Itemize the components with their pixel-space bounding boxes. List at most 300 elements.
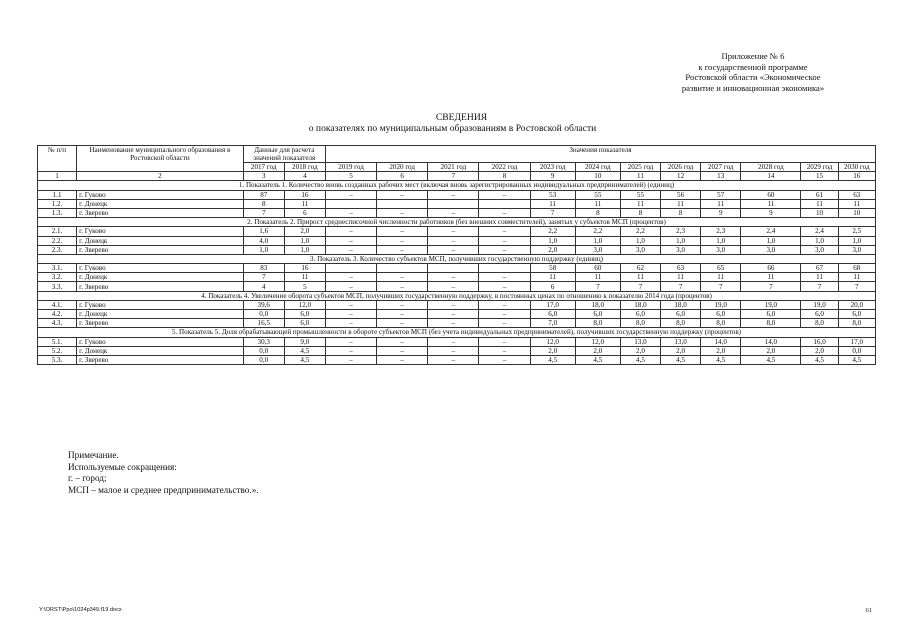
column-number: 14 [741,172,801,181]
value-cell: – [428,236,479,245]
value-cell: 1,6 [243,227,284,236]
value-cell: 2,4 [741,227,801,236]
row-number: 1.3. [38,208,77,217]
value-cell: 2,2 [530,227,575,236]
header-calc: Данные для расчета значений показателя [243,146,325,163]
column-number: 1 [38,172,77,181]
value-cell: – [479,208,530,217]
value-cell: 3,0 [575,245,620,254]
value-cell: – [325,346,376,355]
note-line: Используемые сокращения: [68,461,177,472]
value-cell: – [377,355,428,364]
value-cell: 2,0 [661,346,701,355]
value-cell: 68 [838,264,875,273]
year-header: 2025 год [620,163,660,172]
value-cell: – [428,273,479,282]
municipality-name: г. Донецк [77,346,244,355]
column-number: 11 [620,172,660,181]
value-cell: – [325,236,376,245]
value-cell: 57 [701,190,741,199]
value-cell: 11 [741,199,801,208]
table-row [38,355,876,364]
indicator-title: 2. Показатель 2. Прирост среднесписочной численности работников (без внешних совместителей), занятых у субъектов МСП (процентов) [38,218,876,227]
value-cell: 2,0 [575,346,620,355]
value-cell: 5 [284,282,325,291]
value-cell: 66 [741,264,801,273]
value-cell: 0,0 [243,310,284,319]
table-row [38,319,876,328]
row-number: 4.3. [38,319,77,328]
file-path: Y:\ORST\Ppo\1024p349.f19.docx [39,607,122,613]
value-cell: 2,0 [530,346,575,355]
value-cell: 4,5 [701,355,741,364]
value-cell: 1,0 [838,236,875,245]
value-cell: 7 [838,282,875,291]
value-cell: – [377,300,428,309]
year-header: 2020 год [377,163,428,172]
value-cell: 10 [801,208,838,217]
value-cell: 7 [741,282,801,291]
column-number: 3 [243,172,284,181]
value-cell: 6,0 [801,310,838,319]
value-cell: 9 [741,208,801,217]
value-cell: – [479,273,530,282]
value-cell: 8,0 [801,319,838,328]
value-cell: – [428,282,479,291]
municipality-name: г. Зверево [77,319,244,328]
appendix-line: Ростовской области «Экономическое [685,72,821,83]
document-subtitle: о показателях по муниципальным образованиям в Ростовской области [308,123,597,134]
value-cell: 4,0 [243,236,284,245]
value-cell: 11 [661,273,701,282]
year-header: 2023 год [530,163,575,172]
value-cell: 53 [530,190,575,199]
value-cell: 0,0 [838,346,875,355]
value-cell: 14,0 [701,337,741,346]
value-cell: 11 [530,199,575,208]
value-cell: 11 [575,273,620,282]
value-cell: 1,0 [575,236,620,245]
table-body [38,181,876,365]
value-cell: – [428,310,479,319]
value-cell: 1,0 [801,236,838,245]
value-cell: 65 [701,264,741,273]
value-cell [325,264,376,273]
value-cell: 12,0 [575,337,620,346]
municipality-name: г. Гуково [77,264,244,273]
value-cell: – [377,236,428,245]
value-cell: 3,0 [661,245,701,254]
indicators-table [37,145,876,365]
value-cell: 6,0 [575,310,620,319]
document-title: СВЕДЕНИЯ [435,112,488,123]
value-cell: 11 [661,199,701,208]
table-row [38,300,876,309]
value-cell: – [377,319,428,328]
column-number: 4 [284,172,325,181]
year-header: 2017 год [243,163,284,172]
value-cell [428,199,479,208]
note-line: г. – город; [68,473,107,484]
row-number: 1.1 [38,190,77,199]
value-cell: – [428,319,479,328]
value-cell: 8,0 [838,319,875,328]
value-cell: 18,0 [575,300,620,309]
column-number: 10 [575,172,620,181]
municipality-name: г. Гуково [77,227,244,236]
value-cell: 13,0 [620,337,660,346]
value-cell: 2,0 [801,346,838,355]
value-cell: 11 [575,199,620,208]
value-cell: – [325,190,376,199]
value-cell: 62 [620,264,660,273]
value-cell: 18,0 [620,300,660,309]
value-cell: – [325,319,376,328]
value-cell: 55 [575,190,620,199]
table-row [38,227,876,236]
value-cell: – [479,355,530,364]
value-cell: 8,0 [575,319,620,328]
value-cell: 0,0 [243,355,284,364]
value-cell [428,264,479,273]
indicator-title: 1. Показатель 1. Количество вновь созданных рабочих мест (включая вновь зарегистрированных индивидуальных предпринимателей) (единиц) [38,181,876,190]
value-cell: 7 [575,282,620,291]
year-header: 2021 год [428,163,479,172]
value-cell: 1,0 [741,236,801,245]
value-cell: 19,0 [701,300,741,309]
value-cell: 11 [530,273,575,282]
value-cell: – [325,208,376,217]
value-cell: 8 [661,208,701,217]
year-header: 2026 год [661,163,701,172]
indicator-row [38,328,876,337]
indicator-title: 3. Показатель 3. Количество субъектов МСП, получивших государственную поддержку (единиц) [38,254,876,263]
value-cell: – [325,282,376,291]
value-cell: 6 [284,208,325,217]
value-cell: 58 [530,264,575,273]
value-cell: 9,0 [284,337,325,346]
value-cell: 11 [284,273,325,282]
value-cell: 7 [243,208,284,217]
value-cell: – [479,319,530,328]
value-cell: – [377,273,428,282]
value-cell: 8,0 [661,319,701,328]
table-row [38,236,876,245]
value-cell: 6 [530,282,575,291]
value-cell: – [377,190,428,199]
value-cell: – [377,346,428,355]
value-cell: 3,0 [838,245,875,254]
page-number: 61 [865,607,872,614]
row-number: 2.3. [38,245,77,254]
municipality-name: г. Донецк [77,199,244,208]
value-cell: – [428,208,479,217]
row-number: 4.1. [38,300,77,309]
value-cell: 1,0 [530,236,575,245]
value-cell: 19,0 [741,300,801,309]
indicator-title: 5. Показатель 5. Доля обрабатывающей промышленности в обороте субъектов МСП (без учета индивидуальных предпринимателей), получивших государственную поддержку (процентов) [38,328,876,337]
year-header: 2024 год [575,163,620,172]
value-cell: 2,5 [838,227,875,236]
value-cell: 2,0 [741,346,801,355]
year-header: 2029 год [801,163,838,172]
value-cell: 6,0 [284,319,325,328]
value-cell: 63 [838,190,875,199]
municipality-name: г. Донецк [77,236,244,245]
municipality-name: г. Донецк [77,310,244,319]
header-num: № п/п [38,146,77,172]
value-cell: 2,0 [701,346,741,355]
value-cell: 11 [741,273,801,282]
column-number: 15 [801,172,838,181]
value-cell: – [325,300,376,309]
value-cell: 7 [530,208,575,217]
value-cell: 6,0 [284,310,325,319]
value-cell: 11 [838,273,875,282]
value-cell: 6,0 [620,310,660,319]
column-number: 2 [77,172,244,181]
year-header: 2028 год [741,163,801,172]
row-number: 5.1. [38,337,77,346]
indicator-row [38,218,876,227]
value-cell: 17,0 [530,300,575,309]
row-number: 1.2. [38,199,77,208]
value-cell: 1,0 [620,236,660,245]
value-cell: 2,0 [284,227,325,236]
value-cell: 11 [620,273,660,282]
value-cell: 3,0 [620,245,660,254]
table-row [38,190,876,199]
value-cell: – [325,355,376,364]
column-numbers-row [38,172,876,181]
value-cell: – [479,300,530,309]
value-cell: 1,0 [284,236,325,245]
municipality-name: г. Зверево [77,245,244,254]
municipality-name: г. Зверево [77,208,244,217]
year-header: 2027 год [701,163,741,172]
municipality-name: г. Зверево [77,282,244,291]
row-number: 3.1. [38,264,77,273]
row-number: 2.2. [38,236,77,245]
value-cell: 1,0 [243,245,284,254]
value-cell: 19,0 [801,300,838,309]
value-cell: 83 [243,264,284,273]
appendix-line: к государственной программе [698,61,808,72]
value-cell: 11 [620,199,660,208]
value-cell: 87 [243,190,284,199]
value-cell: – [428,300,479,309]
value-cell: – [428,355,479,364]
value-cell: – [428,337,479,346]
value-cell: 6,0 [530,310,575,319]
value-cell: 60 [741,190,801,199]
column-number: 5 [325,172,376,181]
value-cell: – [325,310,376,319]
value-cell: 4,5 [530,355,575,364]
value-cell: 2,0 [530,245,575,254]
column-number: 12 [661,172,701,181]
value-cell: 4 [243,282,284,291]
column-number: 7 [428,172,479,181]
indicator-title: 4. Показатель 4. Увеличение оборота субъектов МСП, получивших государственную поддержку, в постоянных ценах по отношению к показателю 2014 года (процентов) [38,291,876,300]
value-cell: – [325,337,376,346]
value-cell: – [377,245,428,254]
value-cell: – [479,310,530,319]
document-heading [0,112,905,134]
value-cell: 4,5 [838,355,875,364]
value-cell: – [428,346,479,355]
value-cell [377,199,428,208]
value-cell: – [479,236,530,245]
value-cell: 60 [575,264,620,273]
value-cell: 1,0 [284,245,325,254]
value-cell: 8,0 [620,319,660,328]
value-cell: 63 [661,264,701,273]
value-cell: 6,0 [741,310,801,319]
value-cell: 2,3 [661,227,701,236]
municipality-name: г. Гуково [77,190,244,199]
year-header: 2018 год [284,163,325,172]
value-cell: 16,5 [243,319,284,328]
value-cell: 7 [243,273,284,282]
value-cell: 16 [284,264,325,273]
column-number: 6 [377,172,428,181]
value-cell: 7 [801,282,838,291]
row-number: 4.2. [38,310,77,319]
value-cell: 2,0 [620,346,660,355]
value-cell: 18,0 [661,300,701,309]
column-number: 9 [530,172,575,181]
indicator-row [38,254,876,263]
value-cell: 13,0 [661,337,701,346]
value-cell: 4,5 [284,355,325,364]
value-cell: 8,0 [701,319,741,328]
value-cell: 4,5 [575,355,620,364]
value-cell: – [377,337,428,346]
value-cell [377,264,428,273]
value-cell: 30,3 [243,337,284,346]
value-cell: 11 [701,273,741,282]
table-row [38,199,876,208]
value-cell: 7 [701,282,741,291]
value-cell: 2,4 [801,227,838,236]
value-cell [479,199,530,208]
column-number: 13 [701,172,741,181]
value-cell: – [377,310,428,319]
value-cell: 7 [661,282,701,291]
row-number: 2.1. [38,227,77,236]
value-cell: 11 [838,199,875,208]
value-cell: 14,0 [741,337,801,346]
year-header: 2019 год [325,163,376,172]
value-cell: – [325,227,376,236]
value-cell: 3,0 [701,245,741,254]
table-row [38,245,876,254]
value-cell: – [428,190,479,199]
value-cell: – [377,208,428,217]
value-cell: 61 [801,190,838,199]
value-cell: – [479,282,530,291]
table-row [38,264,876,273]
value-cell: 4,5 [620,355,660,364]
table-row [38,310,876,319]
value-cell: 11 [801,199,838,208]
value-cell: 67 [801,264,838,273]
value-cell: – [479,337,530,346]
value-cell [479,264,530,273]
header-values: Значения показателя [325,146,875,163]
value-cell: 10 [838,208,875,217]
value-cell: 3,0 [801,245,838,254]
value-cell: 4,5 [741,355,801,364]
value-cell: 11 [701,199,741,208]
value-cell: 6,0 [838,310,875,319]
value-cell: – [479,346,530,355]
value-cell: – [377,227,428,236]
year-header: 2022 год [479,163,530,172]
municipality-name: г. Гуково [77,300,244,309]
value-cell: 2,3 [701,227,741,236]
appendix-line: развитие и инновационная экономика» [681,82,825,93]
table-row [38,337,876,346]
row-number: 5.3. [38,355,77,364]
table-row [38,282,876,291]
table-row [38,273,876,282]
value-cell: – [377,282,428,291]
value-cell: 2,2 [620,227,660,236]
value-cell: 1,0 [661,236,701,245]
notes-block [68,450,259,496]
value-cell: 3,0 [741,245,801,254]
value-cell: – [479,190,530,199]
value-cell: 2,2 [575,227,620,236]
value-cell: – [479,227,530,236]
value-cell: – [479,245,530,254]
value-cell: 4,5 [284,346,325,355]
value-cell: 56 [661,190,701,199]
value-cell: – [325,245,376,254]
indicator-row [38,181,876,190]
value-cell: 8 [243,199,284,208]
value-cell: – [428,227,479,236]
value-cell: 0,0 [243,346,284,355]
value-cell: 8,0 [741,319,801,328]
column-number: 16 [838,172,875,181]
appendix-block [638,51,868,93]
value-cell: 7,0 [530,319,575,328]
row-number: 5.2. [38,346,77,355]
appendix-line: Приложение № 6 [721,51,785,61]
column-number: 8 [479,172,530,181]
value-cell: 11 [284,199,325,208]
note-line: Примечание. [68,450,119,460]
header-name: Наименование муниципального образования в Ростовской области [77,146,244,172]
value-cell: 4,5 [661,355,701,364]
value-cell: 6,0 [661,310,701,319]
value-cell: 39,6 [243,300,284,309]
value-cell: 4,5 [801,355,838,364]
value-cell: 55 [620,190,660,199]
value-cell: 1,0 [701,236,741,245]
value-cell [325,199,376,208]
table-row [38,208,876,217]
header-row [38,146,876,163]
value-cell: 20,0 [838,300,875,309]
value-cell: 8 [620,208,660,217]
value-cell: 9 [701,208,741,217]
value-cell: 17,0 [838,337,875,346]
note-line: МСП – малое и среднее предпринимательство.». [68,484,259,495]
